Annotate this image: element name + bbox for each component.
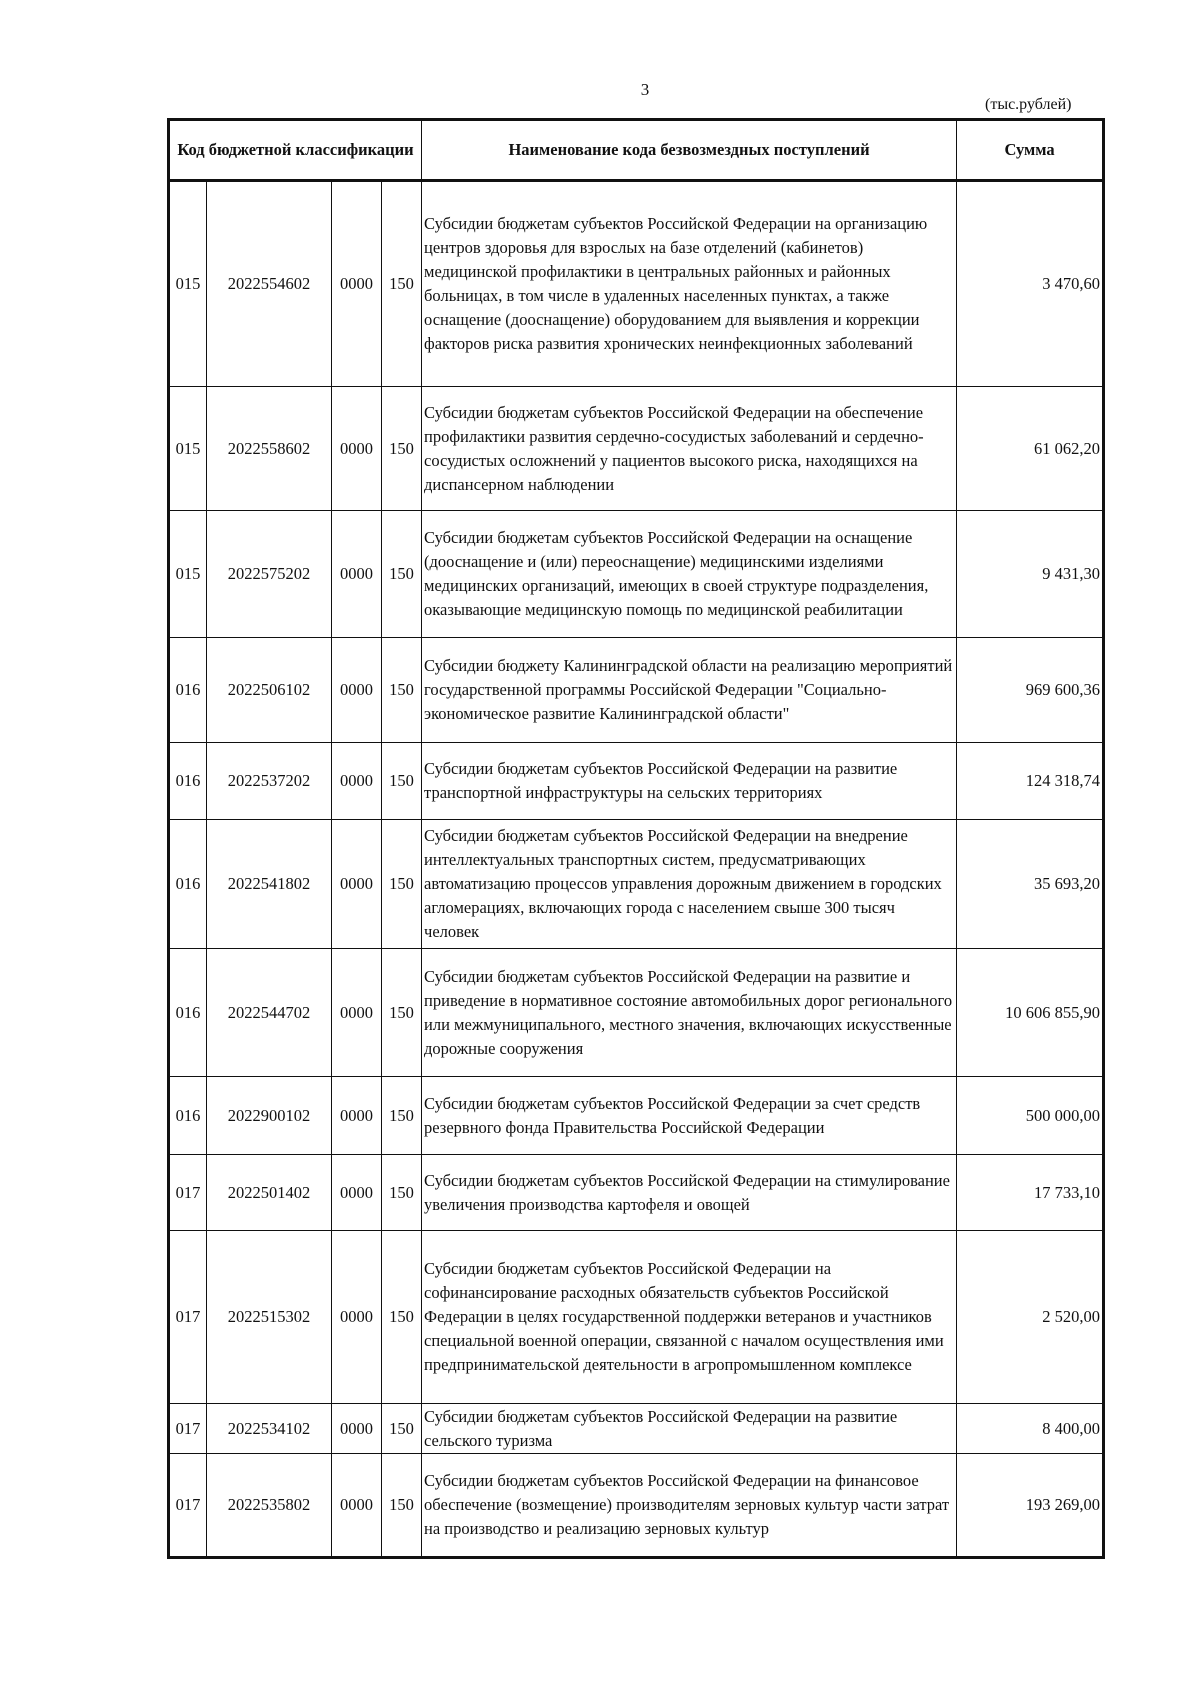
admin-code-cell: 015 bbox=[169, 387, 207, 511]
units-label: (тыс.рублей) bbox=[985, 96, 1072, 113]
admin-code-cell: 015 bbox=[169, 181, 207, 387]
table-row bbox=[169, 1404, 1104, 1454]
sum-cell: 3 470,60 bbox=[957, 181, 1104, 387]
income-name-cell: Субсидии бюджетам субъектов Российской Федерации на обеспечение профилактики развития сердечно-сосудистых заболеваний и сердечно-сосудистых осложнений у пациентов высокого риска, находящихся на диспансерном наблюдении bbox=[422, 387, 957, 511]
income-code-cell: 2022575202 bbox=[207, 511, 332, 638]
income-name-cell: Субсидии бюджетам субъектов Российской Федерации на развитие транспортной инфраструктуры на сельских территориях bbox=[422, 743, 957, 820]
table-row bbox=[169, 387, 1104, 511]
income-kind-cell: 150 bbox=[382, 820, 422, 949]
income-kind-cell: 150 bbox=[382, 511, 422, 638]
income-code-cell: 2022501402 bbox=[207, 1155, 332, 1231]
admin-code-cell: 017 bbox=[169, 1404, 207, 1454]
income-kind-cell: 150 bbox=[382, 743, 422, 820]
income-code-cell: 2022515302 bbox=[207, 1231, 332, 1404]
income-code-cell: 2022558602 bbox=[207, 387, 332, 511]
program-code-cell: 0000 bbox=[332, 820, 382, 949]
admin-code-cell: 016 bbox=[169, 1077, 207, 1155]
admin-code-cell: 016 bbox=[169, 820, 207, 949]
table-row bbox=[169, 1155, 1104, 1231]
header-code: Код бюджетной классификации bbox=[169, 120, 422, 181]
program-code-cell: 0000 bbox=[332, 1454, 382, 1558]
program-code-cell: 0000 bbox=[332, 743, 382, 820]
income-name-cell: Субсидии бюджетам субъектов Российской Федерации на финансовое обеспечение (возмещение) производителям зерновых культур части затрат на производство и реализацию зерновых культур bbox=[422, 1454, 957, 1558]
admin-code-cell: 016 bbox=[169, 743, 207, 820]
income-name-cell: Субсидии бюджетам субъектов Российской Федерации на оснащение (дооснащение и (или) переоснащение) медицинскими изделиями медицинских организаций, имеющих в своей структуре подразделения, оказывающие медицинскую помощь по медицинской реабилитации bbox=[422, 511, 957, 638]
sum-cell: 10 606 855,90 bbox=[957, 949, 1104, 1077]
sum-cell: 2 520,00 bbox=[957, 1231, 1104, 1404]
program-code-cell: 0000 bbox=[332, 1231, 382, 1404]
table-row bbox=[169, 820, 1104, 949]
admin-code-cell: 016 bbox=[169, 949, 207, 1077]
income-code-cell: 2022541802 bbox=[207, 820, 332, 949]
admin-code-cell: 017 bbox=[169, 1155, 207, 1231]
program-code-cell: 0000 bbox=[332, 638, 382, 743]
income-kind-cell: 150 bbox=[382, 949, 422, 1077]
budget-table bbox=[167, 118, 1105, 1559]
program-code-cell: 0000 bbox=[332, 1077, 382, 1155]
sum-cell: 9 431,30 bbox=[957, 511, 1104, 638]
sum-cell: 61 062,20 bbox=[957, 387, 1104, 511]
table-header-row bbox=[169, 120, 1104, 181]
header-sum: Сумма bbox=[957, 120, 1104, 181]
income-kind-cell: 150 bbox=[382, 1077, 422, 1155]
sum-cell: 17 733,10 bbox=[957, 1155, 1104, 1231]
table-row bbox=[169, 511, 1104, 638]
program-code-cell: 0000 bbox=[332, 387, 382, 511]
admin-code-cell: 016 bbox=[169, 638, 207, 743]
table-row bbox=[169, 1454, 1104, 1558]
admin-code-cell: 017 bbox=[169, 1231, 207, 1404]
sum-cell: 124 318,74 bbox=[957, 743, 1104, 820]
table-row bbox=[169, 743, 1104, 820]
program-code-cell: 0000 bbox=[332, 181, 382, 387]
program-code-cell: 0000 bbox=[332, 949, 382, 1077]
admin-code-cell: 015 bbox=[169, 511, 207, 638]
income-kind-cell: 150 bbox=[382, 1404, 422, 1454]
page-number: 3 bbox=[640, 80, 650, 99]
income-code-cell: 2022544702 bbox=[207, 949, 332, 1077]
table-row bbox=[169, 638, 1104, 743]
income-name-cell: Субсидии бюджетам субъектов Российской Федерации на развитие и приведение в нормативное состояние автомобильных дорог регионального или межмуниципального, местного значения, включающих искусственные дорожные сооружения bbox=[422, 949, 957, 1077]
table-row bbox=[169, 949, 1104, 1077]
income-name-cell: Субсидии бюджетам субъектов Российской Федерации на стимулирование увеличения производства картофеля и овощей bbox=[422, 1155, 957, 1231]
income-kind-cell: 150 bbox=[382, 1155, 422, 1231]
table-row bbox=[169, 181, 1104, 387]
income-name-cell: Субсидии бюджетам субъектов Российской Федерации на развитие сельского туризма bbox=[422, 1404, 957, 1454]
income-code-cell: 2022900102 bbox=[207, 1077, 332, 1155]
income-kind-cell: 150 bbox=[382, 387, 422, 511]
sum-cell: 969 600,36 bbox=[957, 638, 1104, 743]
income-code-cell: 2022534102 bbox=[207, 1404, 332, 1454]
sum-cell: 193 269,00 bbox=[957, 1454, 1104, 1558]
program-code-cell: 0000 bbox=[332, 511, 382, 638]
income-kind-cell: 150 bbox=[382, 1454, 422, 1558]
income-kind-cell: 150 bbox=[382, 181, 422, 387]
income-code-cell: 2022554602 bbox=[207, 181, 332, 387]
income-name-cell: Субсидии бюджетам субъектов Российской Федерации на внедрение интеллектуальных транспортных систем, предусматривающих автоматизацию процессов управления дорожным движением в городских агломерациях, включающих города с населением свыше 300 тысяч человек bbox=[422, 820, 957, 949]
income-code-cell: 2022535802 bbox=[207, 1454, 332, 1558]
income-code-cell: 2022537202 bbox=[207, 743, 332, 820]
income-code-cell: 2022506102 bbox=[207, 638, 332, 743]
program-code-cell: 0000 bbox=[332, 1155, 382, 1231]
sum-cell: 500 000,00 bbox=[957, 1077, 1104, 1155]
table-row bbox=[169, 1231, 1104, 1404]
income-name-cell: Субсидии бюджетам субъектов Российской Федерации на организацию центров здоровья для взрослых на базе отделений (кабинетов) медицинской профилактики в центральных районных и районных больницах, в том числе в удаленных населенных пунктах, а также оснащение (дооснащение) оборудованием для выявления и коррекции факторов риска развития хронических неинфекционных заболеваний bbox=[422, 181, 957, 387]
program-code-cell: 0000 bbox=[332, 1404, 382, 1454]
sum-cell: 8 400,00 bbox=[957, 1404, 1104, 1454]
admin-code-cell: 017 bbox=[169, 1454, 207, 1558]
income-name-cell: Субсидии бюджетам субъектов Российской Федерации на софинансирование расходных обязательств субъектов Российской Федерации в целях государственной поддержки ветеранов и участников специальной военной операции, связанной с началом осуществления ими предпринимательской деятельности в агропромышленном комплексе bbox=[422, 1231, 957, 1404]
sum-cell: 35 693,20 bbox=[957, 820, 1104, 949]
income-kind-cell: 150 bbox=[382, 638, 422, 743]
income-name-cell: Субсидии бюджету Калининградской области на реализацию мероприятий государственной программы Российской Федерации "Социально-экономическое развитие Калининградской области" bbox=[422, 638, 957, 743]
header-name: Наименование кода безвозмездных поступлений bbox=[422, 120, 957, 181]
income-name-cell: Субсидии бюджетам субъектов Российской Федерации за счет средств резервного фонда Правительства Российской Федерации bbox=[422, 1077, 957, 1155]
income-kind-cell: 150 bbox=[382, 1231, 422, 1404]
table-row bbox=[169, 1077, 1104, 1155]
